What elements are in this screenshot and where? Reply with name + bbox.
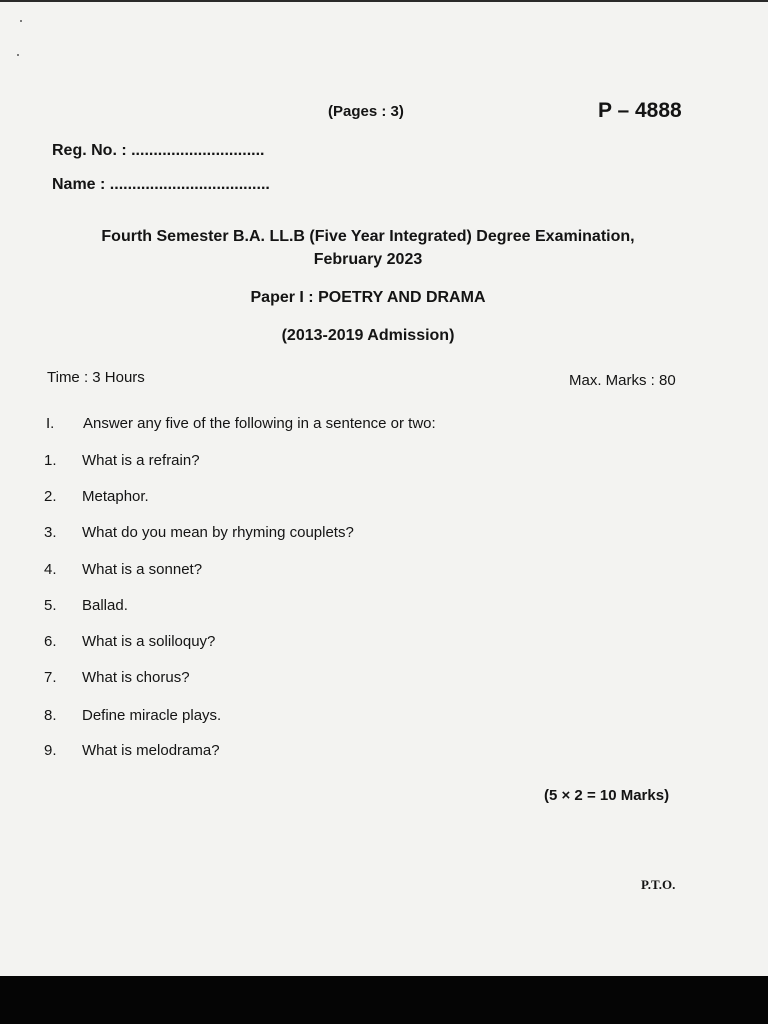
question-text: Metaphor. (82, 488, 149, 505)
question-number: 8. (44, 707, 57, 724)
question-item (0, 707, 700, 727)
instruction-text: Answer any five of the following in a sentence or two: (83, 415, 436, 432)
question-item (0, 633, 700, 653)
question-number: 1. (44, 452, 57, 469)
page-count: (Pages : 3) (328, 103, 404, 120)
name-field: Name : .................................... (52, 176, 270, 193)
paper-code: P – 4888 (598, 99, 682, 122)
question-text: What is a sonnet? (82, 561, 203, 578)
admission-batch: (2013-2019 Admission) (281, 327, 455, 344)
question-number: 7. (44, 669, 57, 686)
question-number: 9. (44, 742, 57, 759)
please-turn-over: P.T.O. (641, 877, 676, 892)
question-item (0, 452, 700, 472)
question-item (0, 488, 700, 508)
question-item (0, 561, 700, 581)
question-number: 3. (44, 524, 57, 541)
exam-title: Fourth Semester B.A. LL.B (Five Year Integrated) Degree Examination, (101, 228, 635, 245)
question-number: 6. (44, 633, 57, 650)
question-text: What is a refrain? (82, 452, 200, 469)
section-number: I. (46, 415, 55, 432)
scan-speck (17, 54, 19, 56)
question-item (0, 597, 700, 617)
reg-no-field: Reg. No. : .............................. (52, 142, 265, 159)
question-text: What is chorus? (82, 669, 190, 686)
question-item (0, 669, 700, 689)
scan-speck (20, 20, 22, 22)
marks-allocation: (5 × 2 = 10 Marks) (544, 787, 670, 804)
scan-bottom-edge (0, 976, 768, 1024)
max-marks: Max. Marks : 80 (569, 372, 676, 389)
exam-duration: Time : 3 Hours (47, 369, 145, 386)
question-number: 5. (44, 597, 57, 614)
question-text: What is melodrama? (82, 742, 220, 759)
question-number: 2. (44, 488, 57, 505)
question-text: Ballad. (82, 597, 128, 614)
question-item (0, 524, 700, 544)
question-number: 4. (44, 561, 57, 578)
question-text: What do you mean by rhyming couplets? (82, 524, 354, 541)
exam-date: February 2023 (313, 251, 423, 268)
question-item (0, 742, 700, 762)
question-text: Define miracle plays. (82, 707, 222, 724)
paper-title: Paper I : POETRY AND DRAMA (250, 289, 486, 306)
section-instruction (46, 415, 436, 432)
question-text: What is a soliloquy? (82, 633, 216, 650)
